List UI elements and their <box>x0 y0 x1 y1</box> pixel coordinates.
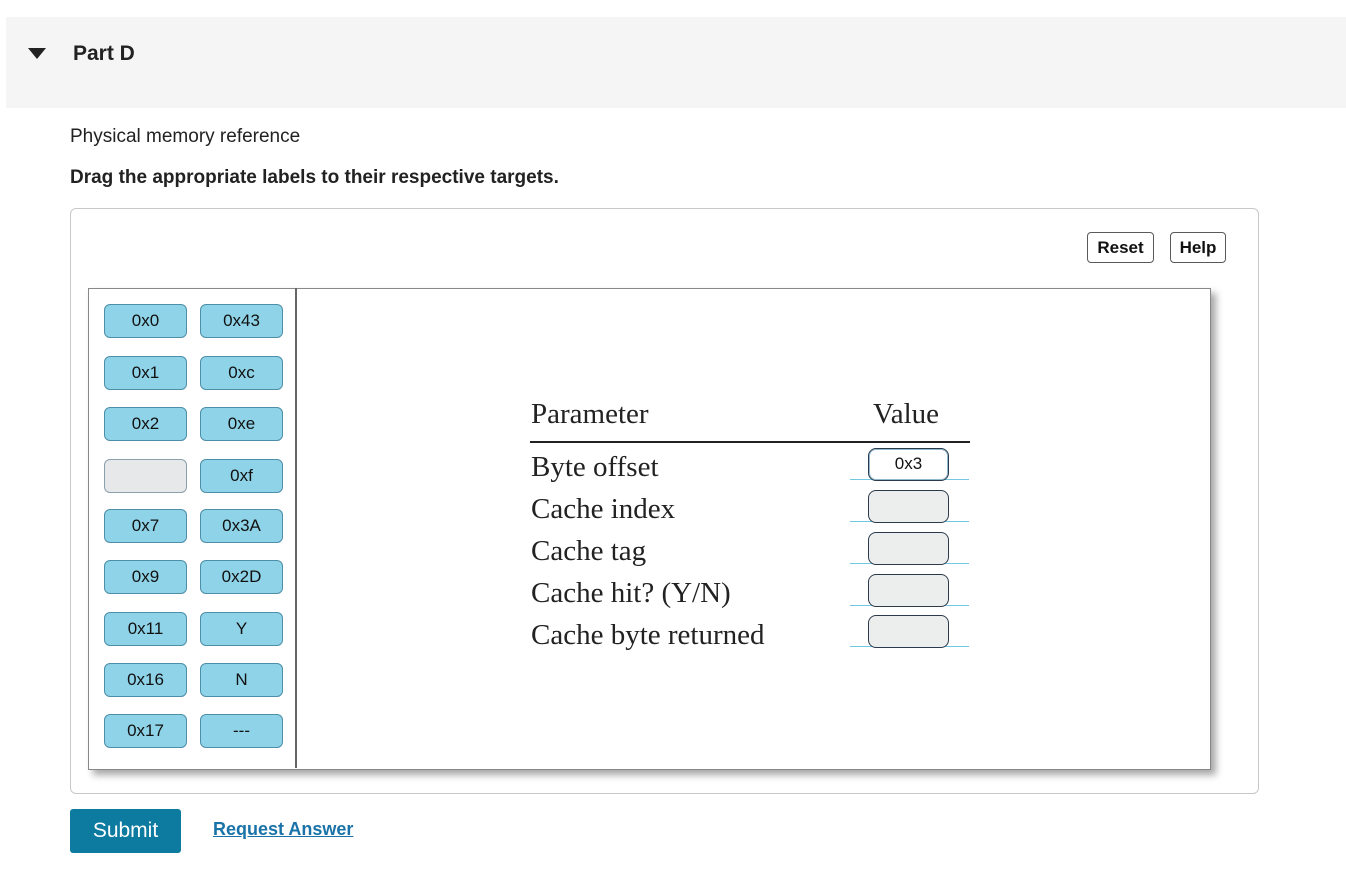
question-subtitle: Physical memory reference <box>70 126 301 147</box>
row-label-cache-index: Cache index <box>531 493 676 525</box>
drop-target-cache-tag[interactable] <box>868 532 949 565</box>
label-chip[interactable]: 0x3A <box>200 509 283 543</box>
label-chip[interactable]: 0xf <box>200 459 283 493</box>
label-chip[interactable]: 0x9 <box>104 560 187 594</box>
label-chip[interactable]: 0x17 <box>104 714 187 748</box>
drop-target-cache-byte-returned[interactable] <box>868 615 949 648</box>
drop-target-byte-offset[interactable]: 0x3 <box>868 448 949 481</box>
row-label-cache-byte-returned: Cache byte returned <box>531 619 765 651</box>
row-label-byte-offset: Byte offset <box>531 451 659 483</box>
label-chip[interactable]: 0xe <box>200 407 283 441</box>
row-label-cache-hit: Cache hit? (Y/N) <box>531 577 731 609</box>
request-answer-link[interactable]: Request Answer <box>213 819 354 839</box>
part-header[interactable] <box>6 17 1346 108</box>
part-title: Part D <box>73 42 135 65</box>
submit-button[interactable]: Submit <box>70 809 181 853</box>
header-value: Value <box>873 398 940 430</box>
header-parameter: Parameter <box>531 398 649 430</box>
reset-button[interactable]: Reset <box>1087 232 1154 263</box>
label-chip[interactable]: Y <box>200 612 283 646</box>
label-chip[interactable]: 0x7 <box>104 509 187 543</box>
label-chip[interactable]: 0x2D <box>200 560 283 594</box>
row-label-cache-tag: Cache tag <box>531 535 647 567</box>
label-chip[interactable]: --- <box>200 714 283 748</box>
drop-target-cache-hit[interactable] <box>868 574 949 607</box>
drop-target-cache-index[interactable] <box>868 490 949 523</box>
label-chip[interactable]: 0x2 <box>104 407 187 441</box>
collapse-caret-icon[interactable] <box>28 48 46 59</box>
empty-label-slot <box>104 459 187 493</box>
label-chip[interactable]: 0x16 <box>104 663 187 697</box>
header-rule <box>530 441 970 443</box>
label-chip[interactable]: 0xc <box>200 356 283 390</box>
label-chip[interactable]: 0x11 <box>104 612 187 646</box>
help-button[interactable]: Help <box>1170 232 1226 263</box>
question-instruction: Drag the appropriate labels to their respective targets. <box>70 167 559 188</box>
label-chip[interactable]: 0x43 <box>200 304 283 338</box>
label-chip[interactable]: 0x1 <box>104 356 187 390</box>
label-chip[interactable]: 0x0 <box>104 304 187 338</box>
label-chip[interactable]: N <box>200 663 283 697</box>
